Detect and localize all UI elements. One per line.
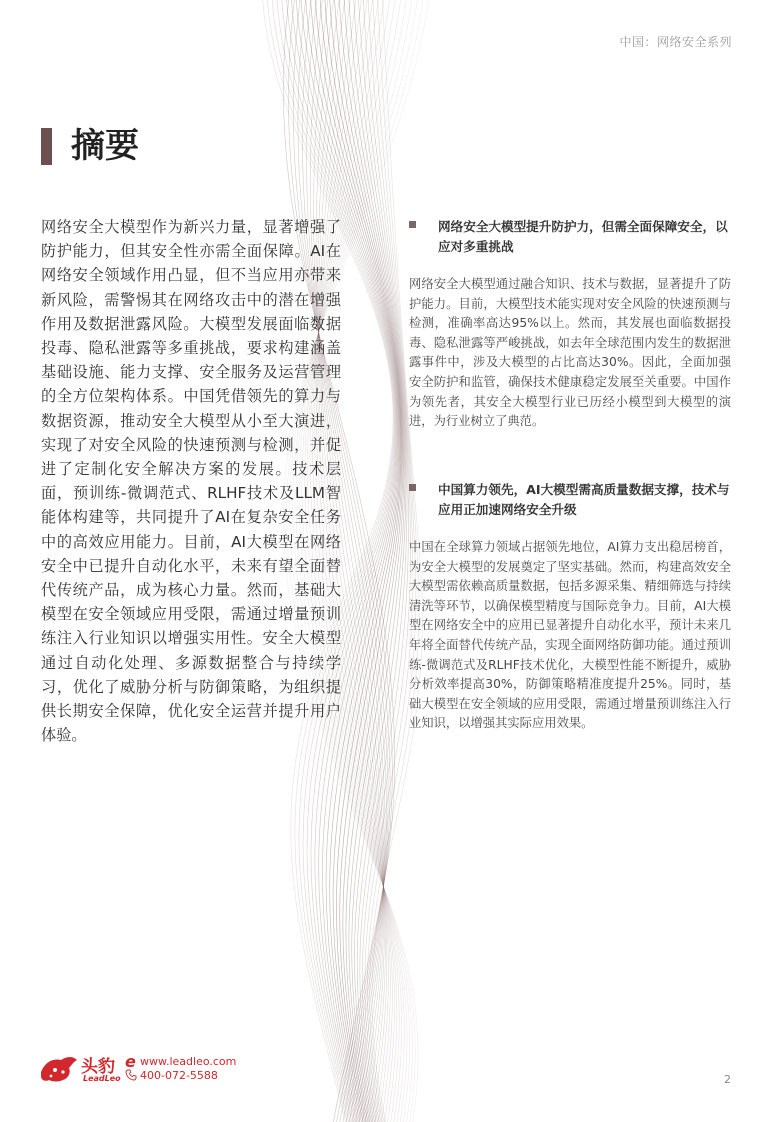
- logo-chinese-name: 头豹: [81, 1057, 115, 1077]
- phone-icon: [125, 1069, 137, 1081]
- wave-line: [334, 0, 403, 1122]
- wave-line: [362, 0, 410, 1122]
- section-1: [409, 217, 731, 432]
- logo-english-name: LeadLeo: [83, 1074, 121, 1083]
- title-accent-bar: [41, 128, 52, 165]
- logo-e-mark: e: [125, 1052, 136, 1071]
- section-1-heading: [409, 217, 731, 257]
- wave-line: [339, 0, 404, 1122]
- square-bullet-icon: [409, 484, 416, 491]
- section-2-title: 中国算力领先，AI大模型需高质量数据支撑，技术与应用正加速网络安全升级: [438, 482, 730, 517]
- abstract-paragraph: 网络安全大模型作为新兴力量，显著增强了防护能力，但其安全性亦需全面保障。AI在网络安全领域作用凸显，但不当应用亦带来新风险，需警惕其在网络攻击中的潜在增强作用及数据泄露风险。大模型发展面临数据投毒、隐私泄露等多重挑战，要求构建涵盖基础设施、能力支撑、安全服务及运营管理的全方位架构体系。中国凭借领先的算力与数据资源，推动安全大模型从小至大演进，实现了对安全风险的快速预测与检测，并促进了定制化安全解决方案的发展。技术层面，预训练-微调范式、RLHF技术及LLM智能体构建等，共同提升了AI在复杂安全任务中的高效应用能力。目前，AI大模型在网络安全中已提升自动化水平，未来有望全面替代传统产品，成为核心力量。然而，基础大模型在安全领域应用受限，需通过增量预训练注入行业知识以增强实用性。安全大模型通过自动化处理、多源数据整合与持续学习，优化了威胁分析与防御策略，为组织提供长期安全保障，优化安全运营并提升用户体验。: [41, 218, 341, 745]
- section-1-body: 网络安全大模型通过融合知识、技术与数据，显著提升了防护能力。目前，大模型技术能实现对安全风险的快速预测与检测，准确率高达95%以上。然而，其发展也面临数据投毒、隐私泄露等严峻挑战，如去年全球范围内发生的数据泄露事件中，涉及大模型的占比高达30%。因此，全面加强安全防护和监管，确保技术健康稳定发展至关重要。中国作为领先者，其安全大模型行业已历经小模型到大模型的演进，为行业树立了典范。: [409, 277, 731, 429]
- leadleo-logo: [39, 1052, 279, 1088]
- wave-line: [353, 0, 407, 1122]
- section-1-title: 网络安全大模型提升防护力，但需全面保障安全，以应对多重挑战: [438, 219, 728, 254]
- section-2-heading: [409, 480, 731, 520]
- wave-line: [348, 0, 406, 1122]
- page-title: 摘要: [71, 126, 139, 166]
- wave-line: [358, 0, 409, 1122]
- page-number: 2: [724, 1073, 731, 1086]
- website-link[interactable]: www.leadleo.com: [140, 1055, 237, 1068]
- section-2-body: 中国在全球算力领域占据领先地位，AI算力支出稳居榜首，为安全大模型的发展奠定了坚实基础。然而，构建高效安全大模型需依赖高质量数据，包括多源采集、精细筛选与持续清洗等环节，以确保模型精度与国际竞争力。目前，AI大模型在网络安全中的应用已显著提升自动化水平，预计未来几年将全面替代传统产品，实现全面网络防御功能。通过预训练-微调范式及RLHF技术优化，大模型性能不断提升，威胁分析效率提高30%，防御策略精准度提升25%。同时，基础大模型在安全领域的应用受限，需通过增量预训练注入行业知识，以增强其实际应用效果。: [409, 540, 731, 731]
- leopard-logo-icon: [39, 1052, 79, 1084]
- report-series-label: 中国：网络安全系列: [619, 35, 732, 49]
- section-2: [409, 480, 731, 734]
- wave-line: [344, 0, 405, 1122]
- phone-number: 400-072-5588: [140, 1069, 218, 1082]
- wave-line: [365, 0, 413, 1122]
- square-bullet-icon: [409, 221, 416, 228]
